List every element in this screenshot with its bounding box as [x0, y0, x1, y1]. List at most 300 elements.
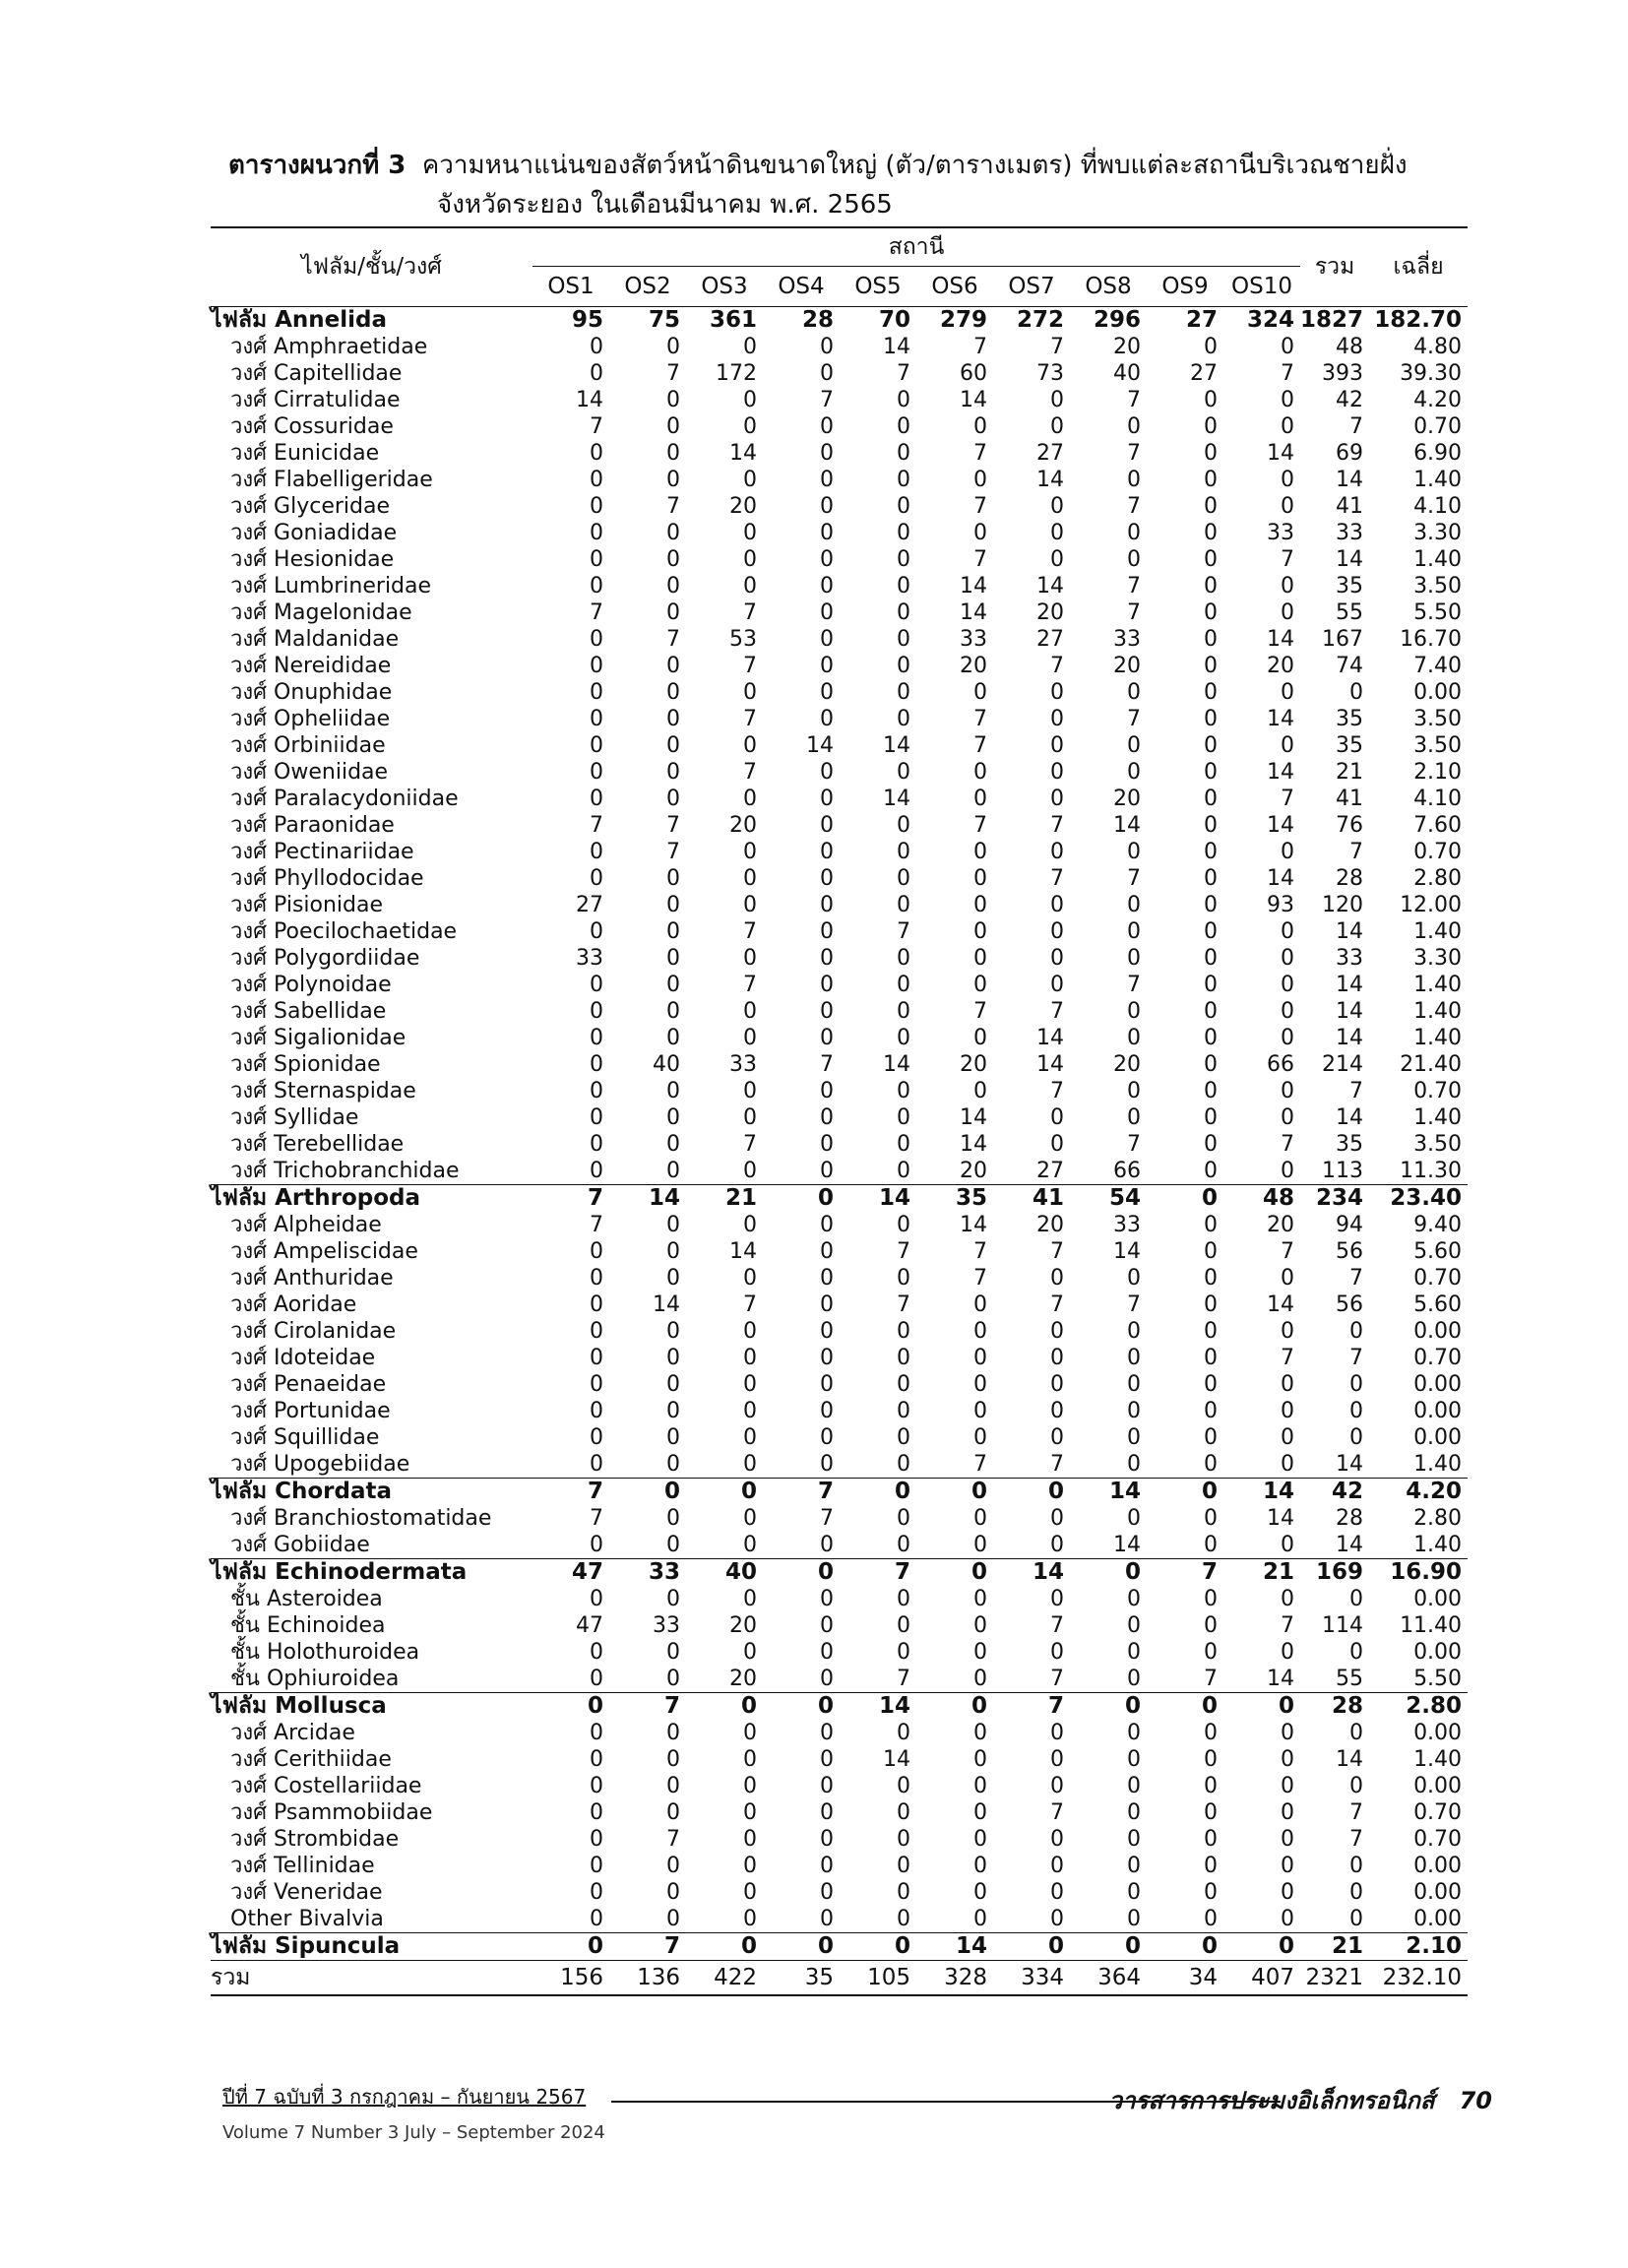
station-value: 0 [1127, 1880, 1141, 1905]
station-value: 0 [1281, 733, 1295, 758]
station-value: 0 [820, 1800, 834, 1825]
station-value: 0 [897, 1372, 910, 1397]
station-value: 7 [1050, 1239, 1064, 1264]
station-value: 0 [973, 521, 987, 545]
station-value: 0 [743, 1640, 757, 1665]
table-row [211, 1505, 1468, 1532]
station-value: 7 [973, 441, 987, 466]
station-value: 14 [1223, 1479, 1300, 1506]
station-value: 0 [897, 973, 910, 997]
station-value: 0 [820, 893, 834, 917]
station-value: 14 [883, 787, 910, 811]
station-value: 0 [1050, 1587, 1064, 1611]
station-value: 0 [1050, 1132, 1064, 1157]
station-value: 0 [897, 813, 910, 838]
station-value: 0 [1147, 1933, 1223, 1961]
station-value: 0 [743, 1372, 757, 1397]
row-sum: 0 [1349, 1640, 1364, 1665]
taxon-name: วงศ์ Opheliidae [230, 707, 391, 731]
station-value: 14 [1113, 1239, 1141, 1264]
station-value: 0 [1281, 973, 1295, 997]
table-row [211, 812, 1468, 839]
taxon-name: วงศ์ Onuphidae [230, 680, 393, 705]
station-value: 0 [1281, 574, 1295, 598]
station-value: 0 [590, 1372, 603, 1397]
station-value: 7 [1050, 654, 1064, 678]
row-sum: 0 [1349, 1774, 1364, 1798]
station-value: 0 [590, 1105, 603, 1130]
station-value: 40 [653, 1052, 680, 1077]
station-value: 0 [1281, 1026, 1295, 1050]
station-value: 7 [743, 1132, 757, 1157]
station-value: 20 [1267, 1213, 1295, 1237]
station-value: 0 [590, 999, 603, 1024]
station-value: 0 [1281, 1452, 1295, 1477]
station-value: 0 [1281, 1854, 1295, 1878]
row-sum: 28 [1336, 866, 1364, 891]
station-value: 0 [897, 1213, 910, 1237]
row-mean: 0.70 [1413, 840, 1463, 864]
station-value: 0 [897, 707, 910, 731]
table-row [211, 1720, 1468, 1746]
caption-text-1: ความหนาแน่นของสัตว์หน้าดินขนาดใหญ่ (ตัว/ตารางเมตร) ที่พบแต่ละสถานีบริเวณชายฝั่ง [421, 151, 1408, 180]
row-sum: 0 [1349, 1319, 1364, 1344]
table-row [211, 1398, 1468, 1424]
station-value: 0 [897, 521, 910, 545]
station-value: 0 [1147, 1693, 1223, 1721]
station-value: 0 [973, 1747, 987, 1772]
table-row [211, 972, 1468, 998]
row-mean: 0.00 [1413, 1587, 1463, 1611]
station-value: 0 [1127, 919, 1141, 944]
station-value: 0 [1281, 1827, 1295, 1852]
station-value: 7 [1050, 1292, 1064, 1317]
row-mean: 0.00 [1413, 1399, 1463, 1423]
station-value: 0 [897, 1587, 910, 1611]
station-value: 0 [1204, 787, 1218, 811]
station-value: 14 [1113, 1533, 1141, 1557]
row-sum: 33 [1336, 521, 1364, 545]
station-value: 0 [820, 361, 834, 386]
table-row [211, 1265, 1468, 1292]
station-value: 0 [686, 1693, 763, 1721]
station-value: 0 [973, 1640, 987, 1665]
station-value: 0 [666, 1213, 680, 1237]
row-mean: 1.40 [1413, 1105, 1463, 1130]
station-value: 0 [1050, 919, 1064, 944]
station-value: 0 [1204, 414, 1218, 439]
station-value: 7 [590, 813, 603, 838]
station-value: 0 [1204, 1026, 1218, 1050]
station-value: 0 [897, 441, 910, 466]
taxon-name: วงศ์ Tellinidae [230, 1854, 375, 1878]
row-mean: 3.30 [1413, 946, 1463, 971]
phylum-row [211, 1479, 1468, 1506]
station-value: 14 [883, 335, 910, 359]
station-value: 0 [763, 1559, 840, 1587]
station-value: 0 [973, 973, 987, 997]
station-value: 0 [820, 1854, 834, 1878]
taxon-name: วงศ์ Lumbrineridae [230, 574, 432, 598]
taxon-name: วงศ์ Syllidae [230, 1105, 359, 1130]
station-value: 7 [1050, 1452, 1064, 1477]
station-value: 0 [897, 946, 910, 971]
row-mean: 4.20 [1369, 1479, 1468, 1506]
station-value: 0 [666, 1533, 680, 1557]
station-value: 0 [743, 893, 757, 917]
station-value: 0 [820, 1319, 834, 1344]
station-value: 7 [666, 813, 680, 838]
row-sum: 14 [1336, 468, 1364, 492]
taxon-name: วงศ์ Alpheidae [230, 1213, 382, 1237]
station-value: 0 [1204, 973, 1218, 997]
station-value: 0 [743, 547, 757, 572]
station-value: 0 [666, 521, 680, 545]
station-value: 0 [1281, 1319, 1295, 1344]
station-value: 20 [1267, 654, 1295, 678]
station-value: 0 [743, 1159, 757, 1183]
station-value: 0 [590, 707, 603, 731]
station-value: 40 [1113, 361, 1141, 386]
station-value: 0 [897, 1425, 910, 1450]
station-value: 0 [666, 547, 680, 572]
row-sum: 35 [1336, 1132, 1364, 1157]
station-value: 0 [743, 388, 757, 412]
station-value: 0 [1204, 1213, 1218, 1237]
station-value: 0 [666, 999, 680, 1024]
header-station: OS7 [993, 267, 1070, 307]
station-value: 0 [1204, 388, 1218, 412]
station-value: 7 [666, 494, 680, 519]
taxon-name: วงศ์ Cossuridae [230, 414, 394, 439]
row-sum: 1827 [1300, 307, 1364, 333]
station-value: 33 [1113, 627, 1141, 652]
station-value: 0 [666, 1800, 680, 1825]
taxon-name: วงศ์ Glyceridae [230, 494, 391, 519]
station-value: 27 [1185, 307, 1218, 333]
station-value: 7 [973, 1266, 987, 1291]
station-value: 7 [973, 813, 987, 838]
header-station: OS9 [1147, 267, 1223, 307]
station-value: 14 [806, 733, 834, 758]
station-value: 0 [820, 1907, 834, 1931]
table-row [211, 1799, 1468, 1826]
station-value: 14 [960, 388, 987, 412]
station-value: 14 [960, 1132, 987, 1157]
station-value: 0 [743, 1399, 757, 1423]
station-value: 0 [840, 1479, 916, 1506]
station-value: 0 [743, 733, 757, 758]
station-value: 0 [973, 1533, 987, 1557]
station-value: 0 [1070, 1693, 1147, 1721]
station-value: 14 [883, 1052, 910, 1077]
row-sum: 55 [1336, 1667, 1364, 1691]
station-value: 7 [897, 1667, 910, 1691]
station-value: 0 [590, 574, 603, 598]
station-value: 0 [973, 1880, 987, 1905]
station-value: 7 [1050, 335, 1064, 359]
station-value: 0 [820, 414, 834, 439]
station-value: 0 [1204, 813, 1218, 838]
taxon-name: วงศ์ Penaeidae [230, 1372, 387, 1397]
station-value: 0 [743, 1319, 757, 1344]
station-value: 0 [820, 600, 834, 625]
station-value: 0 [590, 1266, 603, 1291]
row-sum: 69 [1336, 441, 1364, 466]
footer-issue-english: Volume 7 Number 3 July – September 2024 [222, 2122, 605, 2143]
page-number: 70 [1459, 2087, 1492, 2114]
station-value: 364 [1070, 1961, 1147, 1996]
station-value: 0 [973, 1399, 987, 1423]
station-value: 0 [973, 1425, 987, 1450]
total-row [211, 1961, 1468, 1996]
station-value: 0 [897, 414, 910, 439]
row-mean: 1.40 [1413, 1452, 1463, 1477]
station-value: 0 [1204, 1292, 1218, 1317]
taxon-name: ชั้น Ophiuroidea [230, 1667, 400, 1691]
row-sum: 41 [1336, 494, 1364, 519]
station-value: 0 [820, 547, 834, 572]
page-footer [222, 2081, 1492, 2143]
station-value: 73 [1036, 361, 1064, 386]
station-value: 7 [743, 1292, 757, 1317]
taxon-name: วงศ์ Capitellidae [230, 361, 403, 386]
station-value: 7 [973, 547, 987, 572]
row-mean: 182.70 [1374, 307, 1463, 333]
station-value: 7 [743, 600, 757, 625]
station-value: 14 [653, 1292, 680, 1317]
station-value: 0 [973, 1079, 987, 1103]
station-value: 0 [1050, 973, 1064, 997]
station-value: 0 [1281, 1159, 1295, 1183]
station-value: 0 [1204, 1266, 1218, 1291]
journal-name: วารสารการประมงอิเล็กทรอนิกส์ [1108, 2087, 1435, 2114]
station-value: 14 [883, 1747, 910, 1772]
station-value: 0 [763, 1185, 840, 1213]
station-value: 0 [1204, 1425, 1218, 1450]
taxon-name: วงศ์ Nereididae [230, 654, 392, 678]
taxon-name: วงศ์ Squillidae [230, 1425, 380, 1450]
station-value: 0 [1204, 1907, 1218, 1931]
station-value: 0 [973, 1292, 987, 1317]
station-value: 0 [666, 468, 680, 492]
station-value: 7 [1281, 1239, 1295, 1264]
station-value: 20 [960, 654, 987, 678]
station-value: 0 [1127, 1640, 1141, 1665]
station-value: 0 [820, 1026, 834, 1050]
row-mean: 0.00 [1413, 1774, 1463, 1798]
station-value: 0 [1204, 494, 1218, 519]
taxon-name: ไฟลัม Mollusca [211, 1693, 532, 1721]
station-value: 0 [820, 1880, 834, 1905]
station-value: 0 [820, 1132, 834, 1157]
station-value: 0 [820, 1079, 834, 1103]
station-value: 0 [820, 946, 834, 971]
station-value: 14 [1267, 1667, 1295, 1691]
station-value: 0 [1204, 1052, 1218, 1077]
station-value: 0 [743, 1506, 757, 1531]
row-sum: 7 [1349, 1800, 1364, 1825]
station-value: 0 [820, 1425, 834, 1450]
table-row [211, 1131, 1468, 1158]
station-value: 0 [820, 840, 834, 864]
taxon-name: วงศ์ Portunidae [230, 1399, 391, 1423]
station-value: 0 [1127, 1452, 1141, 1477]
station-value: 0 [590, 521, 603, 545]
row-mean: 0.00 [1413, 680, 1463, 705]
station-value: 0 [1204, 680, 1218, 705]
station-value: 14 [1267, 1292, 1295, 1317]
station-value: 0 [1050, 733, 1064, 758]
station-value: 0 [590, 1533, 603, 1557]
station-value: 0 [666, 1399, 680, 1423]
station-value: 7 [743, 919, 757, 944]
station-value: 33 [729, 1052, 757, 1077]
station-value: 0 [897, 1399, 910, 1423]
station-value: 0 [1127, 1079, 1141, 1103]
station-value: 0 [973, 840, 987, 864]
row-mean: 1.40 [1413, 1026, 1463, 1050]
station-value: 7 [1127, 494, 1141, 519]
station-value: 7 [1127, 574, 1141, 598]
station-value: 0 [1127, 760, 1141, 785]
station-value: 0 [743, 1721, 757, 1745]
row-mean: 0.70 [1413, 1079, 1463, 1103]
station-value: 7 [609, 1933, 686, 1961]
station-value: 0 [916, 1559, 993, 1587]
station-value: 0 [590, 1346, 603, 1370]
station-value: 0 [1127, 1399, 1141, 1423]
table-row [211, 1586, 1468, 1612]
row-mean: 4.10 [1413, 787, 1463, 811]
row-mean: 2.80 [1413, 1506, 1463, 1531]
station-value: 0 [666, 733, 680, 758]
row-sum: 113 [1322, 1159, 1364, 1183]
station-value: 60 [960, 361, 987, 386]
station-value: 7 [532, 1479, 609, 1506]
station-value: 0 [897, 600, 910, 625]
station-value: 0 [1281, 1800, 1295, 1825]
table-row [211, 1424, 1468, 1451]
header-station: OS8 [1070, 267, 1147, 307]
station-value: 41 [993, 1185, 1070, 1213]
station-value: 14 [960, 574, 987, 598]
station-value: 0 [820, 1213, 834, 1237]
station-value: 0 [820, 335, 834, 359]
station-value: 0 [666, 866, 680, 891]
station-value: 0 [590, 654, 603, 678]
station-value: 14 [960, 1105, 987, 1130]
row-mean: 0.70 [1413, 414, 1463, 439]
row-mean: 3.50 [1413, 733, 1463, 758]
station-value: 0 [666, 707, 680, 731]
station-value: 0 [897, 840, 910, 864]
station-value: 0 [743, 1346, 757, 1370]
station-value: 0 [1050, 787, 1064, 811]
station-value: 7 [1127, 1132, 1141, 1157]
taxon-name: วงศ์ Anthuridae [230, 1266, 394, 1291]
station-value: 0 [820, 1346, 834, 1370]
station-value: 0 [666, 1640, 680, 1665]
taxon-name: ไฟลัม Chordata [211, 1479, 532, 1506]
station-value: 0 [1050, 1319, 1064, 1344]
station-value: 0 [897, 494, 910, 519]
table-row [211, 918, 1468, 945]
station-value: 0 [1127, 999, 1141, 1024]
row-sum: 7 [1349, 1827, 1364, 1852]
station-value: 7 [666, 361, 680, 386]
station-value: 7 [1281, 787, 1295, 811]
station-value: 0 [1204, 1319, 1218, 1344]
taxon-name: ไฟลัม Sipuncula [211, 1933, 532, 1961]
row-sum: 35 [1336, 574, 1364, 598]
row-mean: 2.80 [1369, 1693, 1468, 1721]
station-value: 0 [666, 388, 680, 412]
table-row [211, 546, 1468, 573]
row-sum: 76 [1336, 813, 1364, 838]
station-value: 0 [1127, 521, 1141, 545]
station-value: 0 [686, 1933, 763, 1961]
station-value: 0 [1204, 547, 1218, 572]
taxon-name: วงศ์ Sternaspidae [230, 1079, 416, 1103]
station-value: 0 [993, 1479, 1070, 1506]
station-value: 0 [1204, 840, 1218, 864]
station-value: 0 [1281, 1266, 1295, 1291]
row-mean: 0.00 [1413, 1425, 1463, 1450]
station-value: 0 [590, 361, 603, 386]
station-value: 7 [590, 1213, 603, 1237]
station-value: 0 [897, 1533, 910, 1557]
table-row [211, 493, 1468, 520]
station-value: 14 [1036, 574, 1064, 598]
row-sum: 14 [1336, 1026, 1364, 1050]
station-value: 14 [1036, 1026, 1064, 1050]
station-value: 0 [820, 919, 834, 944]
station-value: 0 [897, 1452, 910, 1477]
station-value: 0 [820, 1667, 834, 1691]
taxon-name: วงศ์ Pisionidae [230, 893, 384, 917]
station-value: 0 [1223, 1693, 1300, 1721]
station-value: 0 [763, 1693, 840, 1721]
station-value: 0 [743, 1266, 757, 1291]
taxon-name: วงศ์ Paralacydoniidae [230, 787, 459, 811]
station-value: 0 [820, 1721, 834, 1745]
row-sum: 42 [1300, 1479, 1369, 1506]
station-value: 0 [1204, 521, 1218, 545]
row-mean: 0.00 [1413, 1721, 1463, 1745]
station-value: 0 [897, 1105, 910, 1130]
station-value: 0 [1050, 1721, 1064, 1745]
station-value: 0 [1204, 1640, 1218, 1665]
station-value: 0 [1204, 893, 1218, 917]
station-value: 105 [840, 1961, 916, 1996]
station-value: 20 [729, 1613, 757, 1638]
station-value: 0 [1070, 1933, 1147, 1961]
station-value: 0 [666, 1667, 680, 1691]
row-sum: 0 [1349, 1399, 1364, 1423]
station-value: 27 [1036, 441, 1064, 466]
row-sum: 56 [1336, 1239, 1364, 1264]
station-value: 7 [666, 840, 680, 864]
phylum-row [211, 307, 1468, 335]
station-value: 93 [1267, 893, 1295, 917]
row-sum: 14 [1336, 1533, 1364, 1557]
station-value: 7 [973, 1452, 987, 1477]
station-value: 0 [820, 627, 834, 652]
station-value: 0 [666, 1079, 680, 1103]
station-value: 7 [666, 627, 680, 652]
station-value: 0 [763, 1933, 840, 1961]
